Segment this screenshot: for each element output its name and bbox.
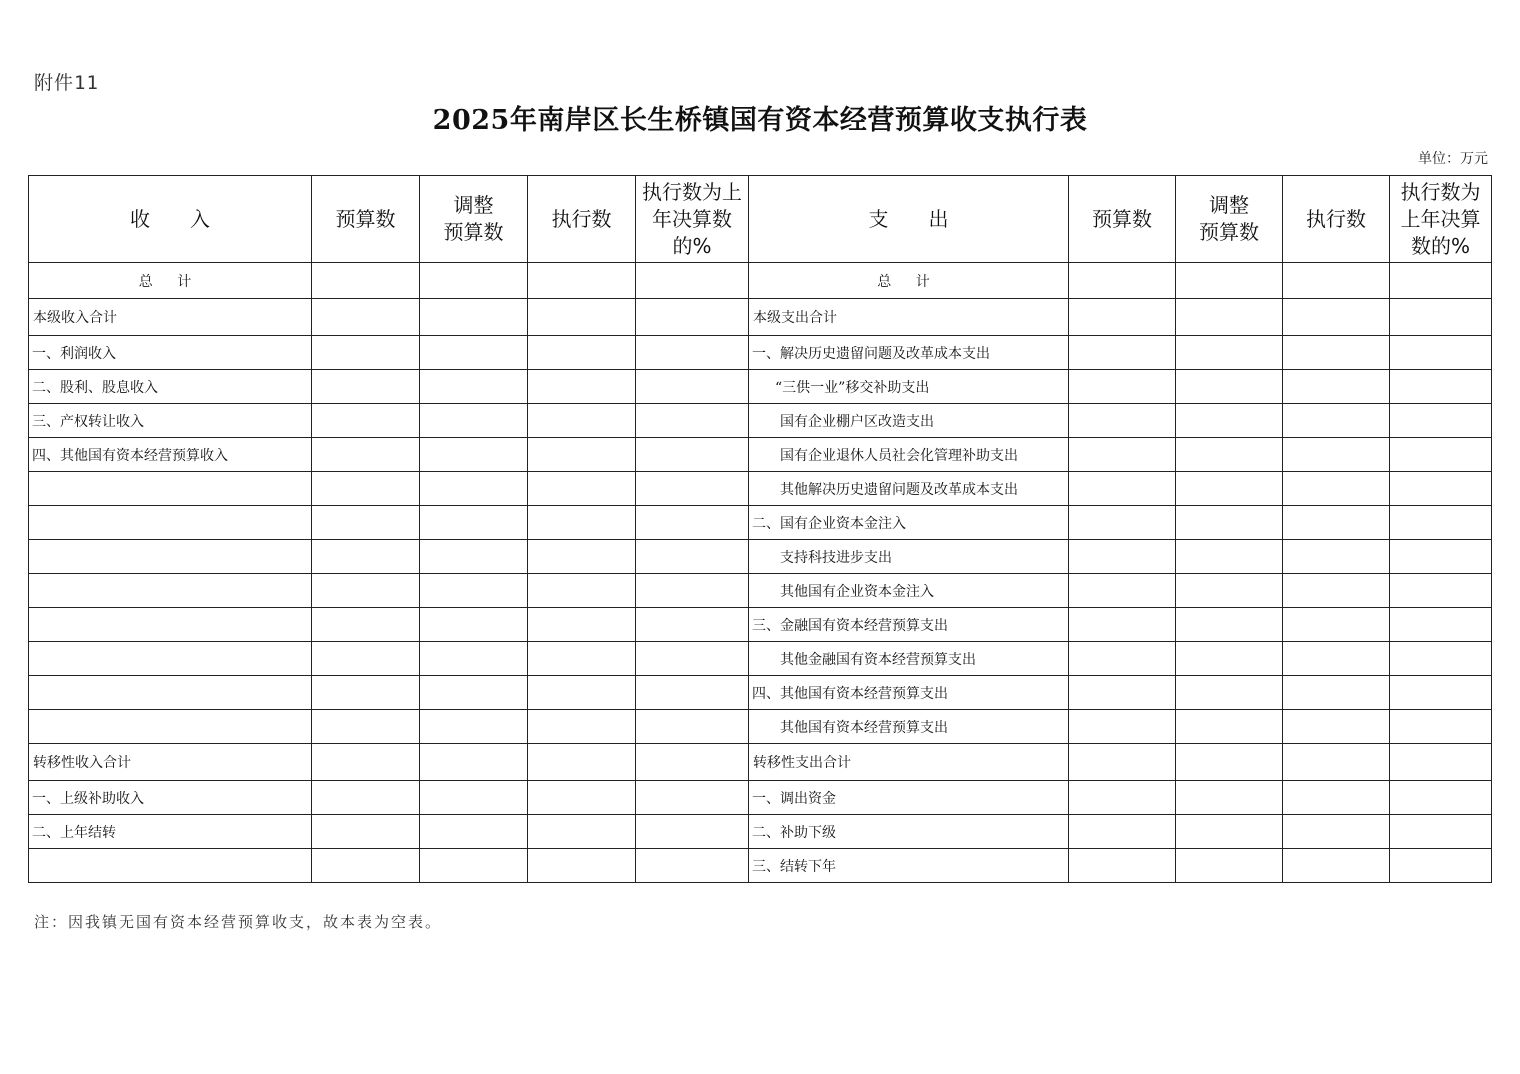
value-cell: [528, 642, 636, 676]
value-cell: [1283, 676, 1390, 710]
value-cell: [528, 710, 636, 744]
page-title: 2025年南岸区长生桥镇国有资本经营预算收支执行表: [432, 105, 1088, 136]
total-cell: [312, 263, 420, 299]
value-cell: [312, 642, 420, 676]
expense-item-label: 本级支出合计: [749, 299, 1069, 336]
value-cell: [1283, 540, 1390, 574]
expense-item-label: 其他解决历史遗留问题及改革成本支出: [749, 472, 1069, 506]
value-cell: [528, 676, 636, 710]
value-cell: [1390, 849, 1492, 883]
total-cell: [1390, 263, 1492, 299]
value-cell: [636, 676, 749, 710]
value-cell: [528, 849, 636, 883]
value-cell: [312, 540, 420, 574]
budget-table: [28, 175, 1492, 883]
value-cell: [636, 472, 749, 506]
value-cell: [420, 710, 528, 744]
expense-item-label: 二、补助下级: [749, 815, 1069, 849]
total-cell: [1069, 263, 1176, 299]
expense-item-label: 二、国有企业资本金注入: [749, 506, 1069, 540]
value-cell: [1390, 472, 1492, 506]
value-cell: [528, 781, 636, 815]
table-row: [29, 540, 1492, 574]
header-executed-expense: 执行数: [1283, 176, 1390, 263]
value-cell: [1283, 608, 1390, 642]
table-row: [29, 642, 1492, 676]
value-cell: [636, 744, 749, 781]
value-cell: [636, 336, 749, 370]
value-cell: [420, 472, 528, 506]
table-row: [29, 472, 1492, 506]
value-cell: [636, 849, 749, 883]
income-item-label: 二、股利、股息收入: [29, 370, 312, 404]
value-cell: [1176, 744, 1283, 781]
value-cell: [1069, 849, 1176, 883]
value-cell: [1069, 438, 1176, 472]
value-cell: [1176, 540, 1283, 574]
header-executed-income: 执行数: [528, 176, 636, 263]
value-cell: [1176, 404, 1283, 438]
value-cell: [1176, 676, 1283, 710]
value-cell: [1283, 815, 1390, 849]
value-cell: [312, 849, 420, 883]
value-cell: [528, 506, 636, 540]
value-cell: [312, 438, 420, 472]
value-cell: [1176, 574, 1283, 608]
value-cell: [528, 336, 636, 370]
expense-item-label: 转移性支出合计: [749, 744, 1069, 781]
value-cell: [1069, 540, 1176, 574]
value-cell: [420, 608, 528, 642]
value-cell: [528, 472, 636, 506]
value-cell: [1283, 744, 1390, 781]
value-cell: [312, 710, 420, 744]
value-cell: [528, 438, 636, 472]
value-cell: [312, 336, 420, 370]
value-cell: [1390, 781, 1492, 815]
value-cell: [1283, 642, 1390, 676]
table-row: [29, 299, 1492, 336]
value-cell: [1390, 642, 1492, 676]
income-item-label: [29, 676, 312, 710]
value-cell: [1176, 370, 1283, 404]
header-adjusted-income: 调整 预算数: [420, 176, 528, 263]
expense-item-label: 四、其他国有资本经营预算支出: [749, 676, 1069, 710]
total-cell: [528, 263, 636, 299]
header-adjusted-expense: 调整 预算数: [1176, 176, 1283, 263]
total-cell: [636, 263, 749, 299]
value-cell: [1176, 849, 1283, 883]
expense-item-label: 国有企业退休人员社会化管理补助支出: [749, 438, 1069, 472]
income-item-label: 转移性收入合计: [29, 744, 312, 781]
value-cell: [1283, 370, 1390, 404]
value-cell: [1176, 815, 1283, 849]
value-cell: [636, 506, 749, 540]
value-cell: [420, 438, 528, 472]
value-cell: [420, 336, 528, 370]
value-cell: [312, 574, 420, 608]
value-cell: [1390, 299, 1492, 336]
value-cell: [1283, 472, 1390, 506]
value-cell: [1069, 336, 1176, 370]
value-cell: [1390, 336, 1492, 370]
value-cell: [1176, 506, 1283, 540]
value-cell: [1390, 815, 1492, 849]
value-cell: [1283, 849, 1390, 883]
income-item-label: 三、产权转让收入: [29, 404, 312, 438]
value-cell: [1069, 506, 1176, 540]
income-item-label: 一、上级补助收入: [29, 781, 312, 815]
value-cell: [1069, 299, 1176, 336]
header-ratio-expense: 执行数为上年决算数的%: [1390, 176, 1492, 263]
value-cell: [1390, 710, 1492, 744]
value-cell: [1283, 299, 1390, 336]
income-item-label: [29, 540, 312, 574]
value-cell: [1390, 574, 1492, 608]
value-cell: [312, 781, 420, 815]
header-budget-expense: 预算数: [1069, 176, 1176, 263]
value-cell: [1283, 574, 1390, 608]
value-cell: [1176, 336, 1283, 370]
income-item-label: [29, 472, 312, 506]
expense-item-label: 一、解决历史遗留问题及改革成本支出: [749, 336, 1069, 370]
value-cell: [528, 608, 636, 642]
value-cell: [420, 299, 528, 336]
value-cell: [312, 404, 420, 438]
table-row: [29, 781, 1492, 815]
value-cell: [312, 608, 420, 642]
expense-item-label: 其他国有企业资本金注入: [749, 574, 1069, 608]
table-row: [29, 370, 1492, 404]
value-cell: [1069, 472, 1176, 506]
header-ratio-income: 执行数为上年决算数的%: [636, 176, 749, 263]
value-cell: [1069, 744, 1176, 781]
value-cell: [312, 299, 420, 336]
value-cell: [420, 540, 528, 574]
value-cell: [1176, 438, 1283, 472]
value-cell: [420, 574, 528, 608]
table-row: [29, 506, 1492, 540]
expense-item-label: 三、金融国有资本经营预算支出: [749, 608, 1069, 642]
value-cell: [1283, 404, 1390, 438]
table-row: [29, 438, 1492, 472]
value-cell: [1069, 404, 1176, 438]
value-cell: [1283, 506, 1390, 540]
value-cell: [1283, 781, 1390, 815]
value-cell: [420, 744, 528, 781]
value-cell: [1390, 404, 1492, 438]
value-cell: [1069, 608, 1176, 642]
header-income: 收 入: [29, 176, 312, 263]
expense-item-label: 其他金融国有资本经营预算支出: [749, 642, 1069, 676]
value-cell: [312, 370, 420, 404]
total-cell: [420, 263, 528, 299]
value-cell: [528, 574, 636, 608]
value-cell: [1069, 710, 1176, 744]
income-item-label: 二、上年结转: [29, 815, 312, 849]
total-row: [29, 263, 1492, 299]
value-cell: [636, 710, 749, 744]
value-cell: [420, 849, 528, 883]
value-cell: [636, 608, 749, 642]
value-cell: [1176, 472, 1283, 506]
value-cell: [1069, 642, 1176, 676]
value-cell: [528, 370, 636, 404]
header-budget-income: 预算数: [312, 176, 420, 263]
table-row: [29, 574, 1492, 608]
value-cell: [636, 370, 749, 404]
value-cell: [636, 404, 749, 438]
expense-item-label: “三供一业”移交补助支出: [749, 370, 1069, 404]
value-cell: [1176, 781, 1283, 815]
value-cell: [528, 815, 636, 849]
footnote: 注：因我镇无国有资本经营预算收支，故本表为空表。: [34, 913, 443, 931]
value-cell: [1069, 676, 1176, 710]
value-cell: [636, 815, 749, 849]
value-cell: [528, 744, 636, 781]
total-cell: [1176, 263, 1283, 299]
value-cell: [1390, 370, 1492, 404]
value-cell: [1283, 710, 1390, 744]
value-cell: [420, 506, 528, 540]
income-item-label: 本级收入合计: [29, 299, 312, 336]
expense-item-label: 其他国有资本经营预算支出: [749, 710, 1069, 744]
value-cell: [1283, 336, 1390, 370]
value-cell: [636, 574, 749, 608]
value-cell: [636, 438, 749, 472]
table-row: [29, 676, 1492, 710]
value-cell: [420, 370, 528, 404]
value-cell: [1069, 815, 1176, 849]
unit-label: 单位：万元: [1418, 151, 1488, 167]
income-item-label: 一、利润收入: [29, 336, 312, 370]
value-cell: [636, 540, 749, 574]
total-label-expense: 总 计: [749, 263, 1069, 299]
income-item-label: 四、其他国有资本经营预算收入: [29, 438, 312, 472]
table-row: [29, 744, 1492, 781]
value-cell: [1390, 676, 1492, 710]
expense-item-label: 支持科技进步支出: [749, 540, 1069, 574]
value-cell: [528, 404, 636, 438]
income-item-label: [29, 642, 312, 676]
value-cell: [420, 815, 528, 849]
income-item-label: [29, 849, 312, 883]
attachment-label: 附件11: [34, 72, 99, 94]
table-row: [29, 815, 1492, 849]
total-label-income: 总 计: [29, 263, 312, 299]
value-cell: [312, 506, 420, 540]
value-cell: [1176, 710, 1283, 744]
value-cell: [420, 642, 528, 676]
expense-item-label: 一、调出资金: [749, 781, 1069, 815]
value-cell: [312, 815, 420, 849]
value-cell: [1390, 608, 1492, 642]
income-item-label: [29, 574, 312, 608]
table-body: [29, 176, 1492, 883]
value-cell: [636, 299, 749, 336]
value-cell: [528, 299, 636, 336]
value-cell: [1283, 438, 1390, 472]
value-cell: [1176, 608, 1283, 642]
table-row: [29, 336, 1492, 370]
header-expense: 支 出: [749, 176, 1069, 263]
table-row: [29, 849, 1492, 883]
value-cell: [420, 676, 528, 710]
expense-item-label: 国有企业棚户区改造支出: [749, 404, 1069, 438]
value-cell: [312, 676, 420, 710]
value-cell: [1390, 438, 1492, 472]
value-cell: [1069, 781, 1176, 815]
value-cell: [1069, 370, 1176, 404]
value-cell: [636, 781, 749, 815]
value-cell: [312, 744, 420, 781]
value-cell: [528, 540, 636, 574]
value-cell: [1176, 642, 1283, 676]
expense-item-label: 三、结转下年: [749, 849, 1069, 883]
table-row: [29, 404, 1492, 438]
value-cell: [1390, 540, 1492, 574]
table-row: [29, 608, 1492, 642]
value-cell: [1390, 506, 1492, 540]
value-cell: [420, 781, 528, 815]
income-item-label: [29, 608, 312, 642]
value-cell: [1176, 299, 1283, 336]
value-cell: [636, 642, 749, 676]
income-item-label: [29, 710, 312, 744]
header-row: [29, 176, 1492, 263]
value-cell: [1390, 744, 1492, 781]
value-cell: [312, 472, 420, 506]
value-cell: [420, 404, 528, 438]
value-cell: [1069, 574, 1176, 608]
total-cell: [1283, 263, 1390, 299]
table-row: [29, 710, 1492, 744]
income-item-label: [29, 506, 312, 540]
